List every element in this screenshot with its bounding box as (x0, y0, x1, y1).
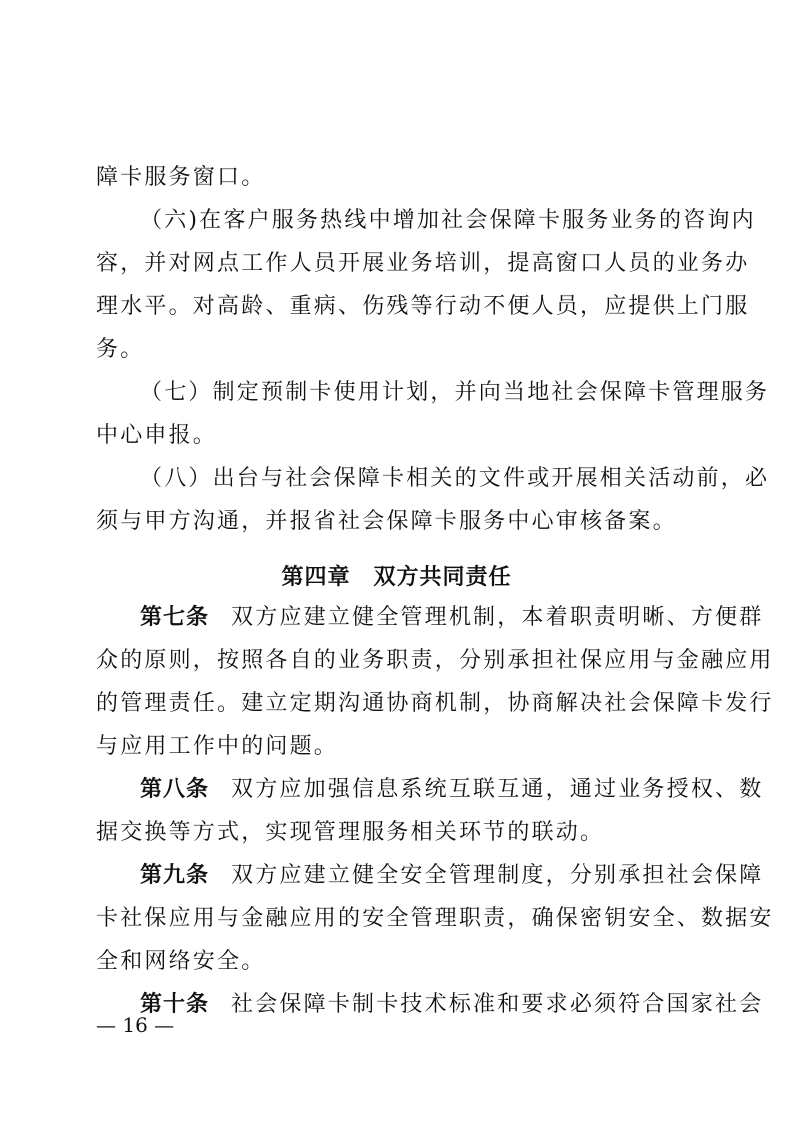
paragraph-line: 卡社保应用与金融应用的安全管理职责，确保密钥安全、数据安 (96, 906, 774, 931)
article-label: 第八条 (140, 777, 210, 802)
paragraph-line: 据交换等方式，实现管理服务相关环节的联动。 (96, 820, 605, 845)
paragraph-line: 容，并对网点工作人员开展业务培训，提高窗口人员的业务办 (96, 251, 750, 276)
chapter-heading: 第四章 双方共同责任 (281, 565, 512, 590)
paragraph-line: 与应用工作中的问题。 (96, 734, 339, 759)
paragraph-line: 务。 (96, 337, 145, 362)
article-text: 社会保障卡制卡技术标准和要求必须符合国家社会 (231, 992, 764, 1017)
paragraph-line: 须与甲方沟通，并报省社会保障卡服务中心审核备案。 (96, 509, 677, 534)
article-9-line (140, 861, 764, 891)
page-number: — 16 — (96, 1013, 175, 1037)
paragraph-line: （六)在客户服务热线中增加社会保障卡服务业务的咨询内 (140, 208, 756, 233)
paragraph-line: （七）制定预制卡使用计划，并向当地社会保障卡管理服务 (140, 380, 770, 405)
paragraph-line: （八）出台与社会保障卡相关的文件或开展相关活动前，必 (140, 466, 770, 491)
article-label: 第十条 (140, 992, 210, 1017)
article-label: 第九条 (140, 863, 210, 888)
paragraph-line: 中心申报。 (96, 423, 218, 448)
paragraph-line: 理水平。对高龄、重病、伤残等行动不便人员，应提供上门服 (96, 294, 750, 319)
article-text: 双方应建立健全管理机制，本着职责明晰、方便群 (231, 605, 764, 630)
article-label: 第七条 (140, 605, 210, 630)
article-8-line (140, 775, 764, 805)
paragraph-line: 全和网络安全。 (96, 949, 266, 974)
paragraph-line: 众的原则，按照各自的业务职责，分别承担社保应用与金融应用 (96, 648, 774, 673)
paragraph-line: 障卡服务窗口。 (96, 165, 266, 190)
article-text: 双方应建立健全安全管理制度，分别承担社会保障 (231, 863, 764, 888)
article-text: 双方应加强信息系统互联互通，通过业务授权、数 (231, 777, 764, 802)
paragraph-line: 的管理责任。建立定期沟通协商机制，协商解决社会保障卡发行 (96, 691, 774, 716)
article-10-line (140, 990, 764, 1020)
article-7-line (140, 603, 764, 633)
